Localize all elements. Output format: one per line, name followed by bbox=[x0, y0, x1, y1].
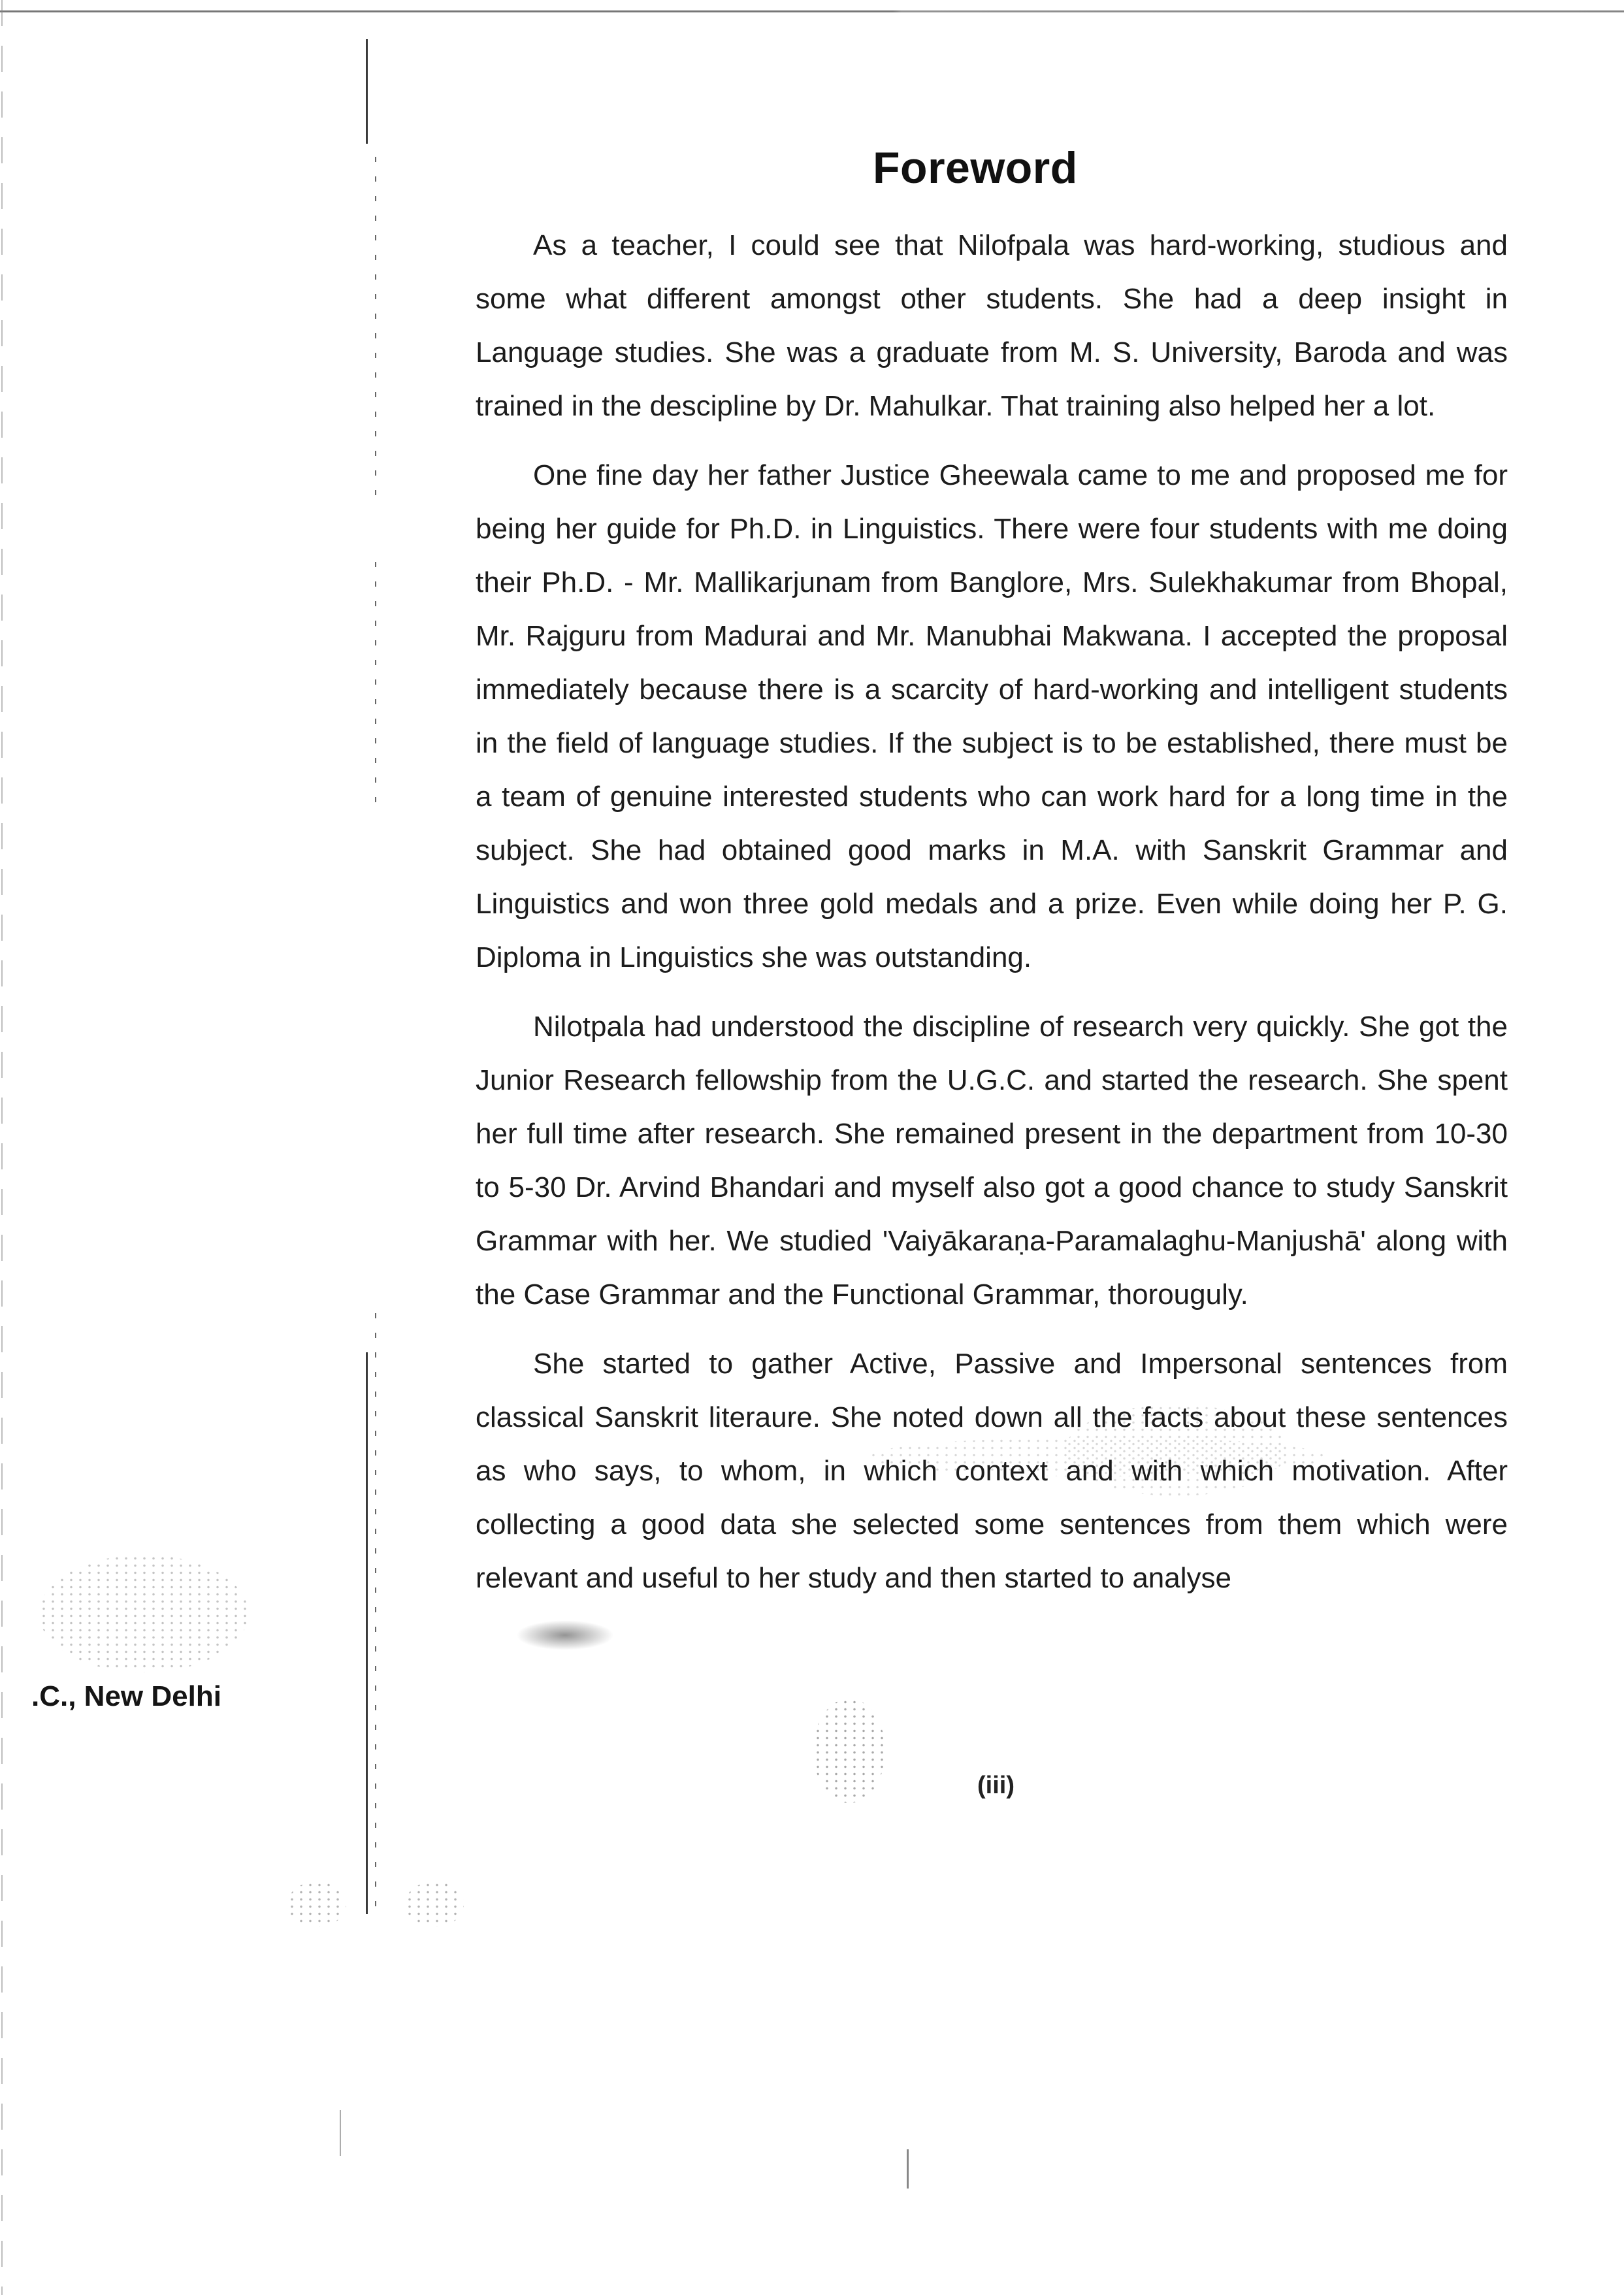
paragraph-4: She started to gather Active, Passive and Impersonal sentences from classical Sanskrit literaure. She noted down all the facts about these sentences as who says, to whom, in which context and with which motivation. After collecting a good data she selected some sentences from them which were relevant and useful to her study and then started to analyse bbox=[476, 1348, 1508, 1594]
gutter-line-bottom bbox=[366, 1352, 368, 1914]
scan-speckle bbox=[813, 1699, 885, 1803]
scan-mark bbox=[340, 2110, 341, 2156]
paragraph-1: As a teacher, I could see that Nilofpala was hard-working, studious and some what different amongst other students. She had a deep insight in Language studies. She was a graduate from M. S. University, Baroda and was trained in the descipline by Dr. Mahulkar. That training also helped her a lot. bbox=[476, 229, 1508, 422]
gutter-dots bbox=[375, 157, 376, 496]
scan-speckle bbox=[405, 1881, 464, 1927]
scan-mark bbox=[907, 2149, 909, 2189]
top-scan-rule bbox=[0, 10, 1624, 12]
facing-page-fragment: .C., New Delhi bbox=[31, 1680, 221, 1712]
left-scan-edge bbox=[1, 0, 3, 2295]
gutter-dots bbox=[375, 1313, 376, 1921]
paragraph-3: Nilotpala had understood the discipline of research very quickly. She got the Junior Research fellowship from the U.G.C. and started the research. She spent her full time after research. She remained present in the department from 10-30 to 5-30 Dr. Arvind Bhandari and myself also got a good chance to study Sanskrit Grammar with her. We studied 'Vaiyākaraṇa-Paramalaghu-Manjushā' along with the Case Grammar and the Functional Grammar, thorouguly. bbox=[476, 1011, 1508, 1310]
page-title: Foreword bbox=[873, 143, 1078, 193]
gutter-dots bbox=[375, 562, 376, 810]
scan-speckle bbox=[39, 1555, 248, 1672]
gutter-line-top bbox=[366, 39, 368, 144]
foreword-body bbox=[476, 219, 1508, 1621]
ink-smudge bbox=[516, 1620, 614, 1650]
paragraph-2: One fine day her father Justice Gheewala came to me and proposed me for being her guide for Ph.D. in Linguistics. There were four students with me doing their Ph.D. - Mr. Mallikarjunam from Banglore, Mrs. Sulekhakumar from Bhopal, Mr. Rajguru from Madurai and Mr. Manubhai Makwana. I accepted the proposal immediately because there is a scarcity of hard-working and intelligent students in the field of language studies. If the subject is to be established, there must be a team of genuine interested students who can work hard for a long time in the subject. She had obtained good marks in M.A. with Sanskrit Grammar and Linguistics and won three gold medals and a prize. Even while doing her P. G. Diploma in Linguistics she was outstanding. bbox=[476, 459, 1508, 973]
scan-speckle bbox=[287, 1881, 346, 1927]
page-number: (iii) bbox=[977, 1772, 1015, 1799]
